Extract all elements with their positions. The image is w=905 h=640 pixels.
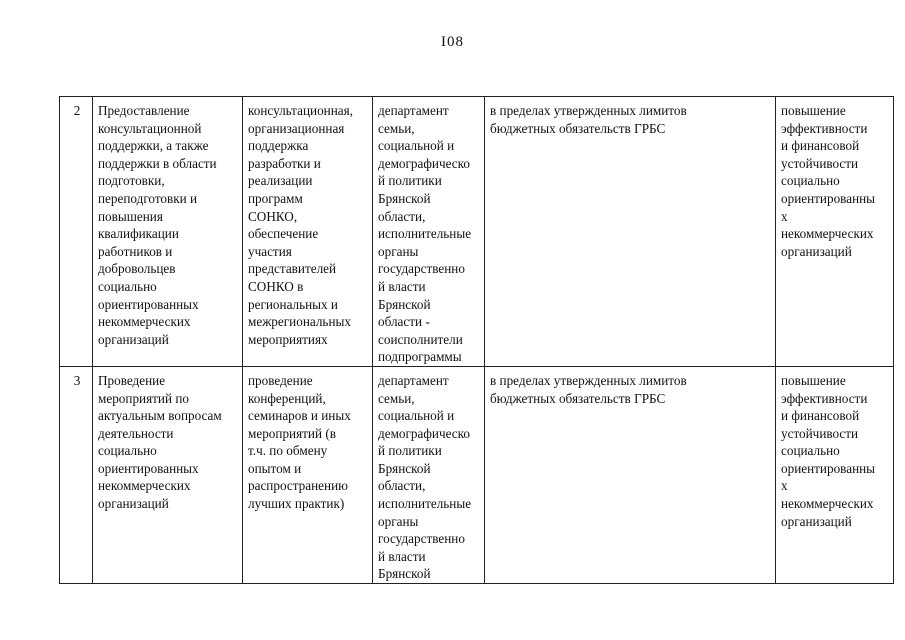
cell-text-line: социальной и xyxy=(378,408,455,424)
cell-text-line: й власти xyxy=(378,278,426,294)
cell-text-line: области, xyxy=(378,208,426,224)
cell-text-line: консультационной xyxy=(98,120,202,136)
cell-text-line: актуальным вопросам xyxy=(98,408,222,424)
cell-text-line: участия xyxy=(248,243,292,259)
funding-cell xyxy=(485,366,776,583)
cell-text-line: семьи, xyxy=(378,120,415,136)
cell-text-line: повышение xyxy=(781,372,846,388)
cell-text-line: х xyxy=(781,208,788,224)
cell-text-line: исполнительные xyxy=(378,496,472,512)
cell-text-line: ориентированных xyxy=(98,296,199,312)
cell-text-line: организаций xyxy=(781,513,852,529)
cell-text-line: Предоставление xyxy=(98,103,190,118)
cell-text-line: й политики xyxy=(378,443,442,459)
cell-text-line: реализации xyxy=(248,173,313,189)
cell-text-line: исполнительные xyxy=(378,226,472,242)
cell-text-line: органы xyxy=(378,513,419,529)
cell-text-line: межрегиональных xyxy=(248,314,351,330)
cell-text-line: демографическо xyxy=(378,155,470,171)
cell-text-line: области, xyxy=(378,478,426,494)
cell-text-line: эффективности xyxy=(781,120,868,136)
row-number: 2 xyxy=(60,97,93,367)
expected-result-cell xyxy=(776,97,894,367)
cell-text-line: деятельности xyxy=(98,425,174,441)
page-number: I08 xyxy=(441,34,464,50)
cell-text-line: государственно xyxy=(378,261,465,277)
cell-text-line: опытом и xyxy=(248,460,302,476)
cell-text-line: некоммерческих xyxy=(98,314,191,330)
cell-text-line: поддержка xyxy=(248,138,309,154)
cell-text-line: организаций xyxy=(781,243,852,259)
cell-text-line: региональных и xyxy=(248,296,338,312)
cell-text-line: переподготовки и xyxy=(98,190,198,206)
event-name-cell xyxy=(93,366,243,583)
cell-text-line: подготовки, xyxy=(98,173,165,189)
cell-text-line: повышения xyxy=(98,208,163,224)
executor-cell xyxy=(373,366,485,583)
cell-text-line: консультационная, xyxy=(248,103,353,118)
cell-text-line: подпрограммы xyxy=(378,349,462,365)
cell-text-line: и финансовой xyxy=(781,138,860,154)
cell-text-line: мероприятиях xyxy=(248,331,328,347)
cell-text-line: работников и xyxy=(98,243,173,259)
cell-text-line: лучших практик) xyxy=(248,496,345,512)
cell-text-line: представителей xyxy=(248,261,337,277)
cell-text-line: некоммерческих xyxy=(781,226,874,242)
cell-text-line: СОНКО в xyxy=(248,278,304,294)
cell-text-line: ориентированны xyxy=(781,460,876,476)
cell-text-line: и финансовой xyxy=(781,408,860,424)
cell-text-line: организаций xyxy=(98,331,169,347)
cell-text-line: Брянской xyxy=(378,296,431,312)
event-name-cell xyxy=(93,97,243,367)
cell-text-line: социальной и xyxy=(378,138,455,154)
cell-text-line: соисполнители xyxy=(378,331,463,347)
cell-text-line: социально xyxy=(98,278,157,294)
cell-text-line: Брянской xyxy=(378,190,431,206)
cell-text-line: эффективности xyxy=(781,390,868,406)
cell-text-line: поддержки, а также xyxy=(98,138,209,154)
cell-text-line: в пределах утвержденных лимитов xyxy=(490,103,687,118)
cell-text-line: некоммерческих xyxy=(781,496,874,512)
funding-cell xyxy=(485,97,776,367)
executor-cell xyxy=(373,97,485,367)
cell-text-line: организационная xyxy=(248,120,345,136)
cell-text-line: ориентированны xyxy=(781,190,876,206)
cell-text-line: социально xyxy=(781,443,840,459)
cell-text-line: квалификации xyxy=(98,226,179,242)
cell-text-line: бюджетных обязательств ГРБС xyxy=(490,390,666,406)
cell-text-line: государственно xyxy=(378,531,465,547)
cell-text-line: программ xyxy=(248,190,303,206)
event-content-cell xyxy=(243,366,373,583)
cell-text-line: й политики xyxy=(378,173,442,189)
cell-text-line: бюджетных обязательств ГРБС xyxy=(490,120,666,136)
cell-text-line: разработки и xyxy=(248,155,321,171)
cell-text-line: некоммерческих xyxy=(98,478,191,494)
cell-text-line: х xyxy=(781,478,788,494)
cell-text-line: конференций, xyxy=(248,390,326,406)
cell-text-line: департамент xyxy=(378,372,449,388)
cell-text-line: обеспечение xyxy=(248,226,319,242)
program-table xyxy=(59,96,894,584)
cell-text-line: органы xyxy=(378,243,419,259)
cell-text-line: области - xyxy=(378,314,430,330)
cell-text-line: департамент xyxy=(378,103,449,118)
cell-text-line: устойчивости xyxy=(781,155,859,171)
cell-text-line: добровольцев xyxy=(98,261,176,277)
cell-text-line: СОНКО, xyxy=(248,208,298,224)
table-row xyxy=(60,97,894,367)
cell-text-line: поддержки в области xyxy=(98,155,217,171)
cell-text-line: ориентированных xyxy=(98,460,199,476)
cell-text-line: семинаров и иных xyxy=(248,408,351,424)
cell-text-line: т.ч. по обмену xyxy=(248,443,328,459)
cell-text-line: социально xyxy=(781,173,840,189)
cell-text-line: Брянской xyxy=(378,460,431,476)
cell-text-line: социально xyxy=(98,443,157,459)
event-content-cell xyxy=(243,97,373,367)
row-number: 3 xyxy=(60,366,93,583)
cell-text-line: распространению xyxy=(248,478,348,494)
cell-text-line: мероприятий по xyxy=(98,390,189,406)
cell-text-line: устойчивости xyxy=(781,425,859,441)
expected-result-cell xyxy=(776,366,894,583)
cell-text-line: й власти xyxy=(378,548,426,564)
cell-text-line: Брянской xyxy=(378,566,431,582)
cell-text-line: повышение xyxy=(781,103,846,118)
cell-text-line: Проведение xyxy=(98,372,166,388)
cell-text-line: мероприятий (в xyxy=(248,425,336,441)
cell-text-line: проведение xyxy=(248,372,313,388)
table-row xyxy=(60,366,894,583)
cell-text-line: демографическо xyxy=(378,425,470,441)
cell-text-line: в пределах утвержденных лимитов xyxy=(490,372,687,388)
cell-text-line: семьи, xyxy=(378,390,415,406)
cell-text-line: организаций xyxy=(98,496,169,512)
